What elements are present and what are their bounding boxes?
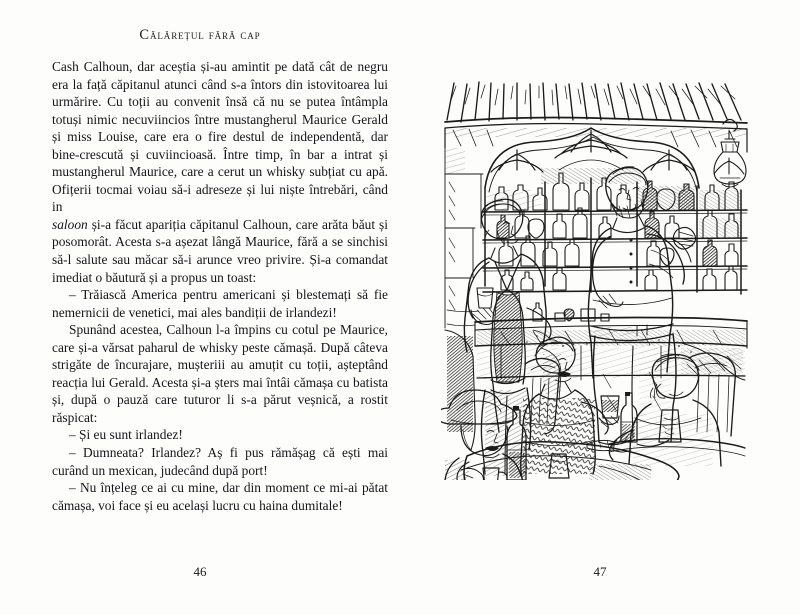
paragraph-3: – Trăiască America pentru americani și blestemați să fie nemernicii de venetici, mai ales bandiții de irlandezi! bbox=[52, 287, 388, 320]
ceiling-rafters bbox=[445, 82, 747, 129]
paragraph-2-rest: și-a făcut apariția căpitanul Calhoun, care arăta băut și posomorât. Acesta s-a așezat lângă Maurice, fără a se sinchisi să-l salute sau măcar să-i arunce vreo privire. Și-a comandat imediat o băutură și a propus un toast: bbox=[52, 216, 388, 285]
paragraph-2 bbox=[52, 216, 388, 286]
running-head bbox=[0, 27, 400, 44]
italic-term-saloon: saloon bbox=[52, 216, 88, 232]
backbar-cresting bbox=[485, 128, 744, 192]
paragraph-7: – Nu înțeleg ce ai cu mine, dar din moment ce mi-ai pătat cămașa, voi face și eu același lucru cu haina dumitale! bbox=[52, 480, 388, 513]
paragraph-4: Spunând acestea, Calhoun l-a împins cu cotul pe Maurice, care și-a vărsat paharul de whisky peste cămașă. După câteva strigăte de încurajare, mușteriii au amuțit cu toții, așteptând reacția lui Gerald. Acesta și-a șters mai întâi cămașa cu batista și, după o pauză care tuturor li s-a părut veșnică, a rostit răspicat: bbox=[52, 322, 388, 425]
shelf-bottles-third bbox=[499, 236, 738, 266]
paragraph-5: – Și eu sunt irlandez! bbox=[69, 427, 183, 443]
upper-wall-band bbox=[445, 128, 747, 152]
left-wall-panelling bbox=[445, 148, 483, 328]
backbar-shelves bbox=[483, 173, 747, 294]
folio-right: 47 bbox=[593, 564, 607, 579]
paragraph-6: – Dumneata? Irlandez? Aș fi pus rămășag că ești mai curând un mexican, judecând după port! bbox=[52, 445, 388, 478]
running-head-rest: ălărețul fără cap bbox=[150, 28, 261, 42]
page-recto bbox=[400, 0, 800, 615]
saloon-bar-scene-illustration bbox=[441, 78, 749, 480]
running-head-initial: C bbox=[139, 27, 150, 43]
body-text bbox=[52, 58, 388, 514]
paragraph-1: Cash Calhoun, dar aceștia și-au amintit pe dată cât de negru era la față căpitanul atunci când s-a întors din istovitoarea lui urmărire. Cu toții au convenit însă că nu se putea întâmpla totuși nimic necuviincios între mustangherul Maurice Gerald și miss Louise, care era o fire destul de independentă, dar bine-crescută și cuviincioasă. Între timp, în bar a intrat și mustangherul Maurice, care a cerut un whisky subțiat cu apă. Ofițerii tocmai voiau să-i adreseze și lui niște întrebări, când in bbox=[52, 59, 388, 215]
folio-left: 46 bbox=[193, 564, 207, 579]
illustration-svg bbox=[441, 78, 749, 480]
